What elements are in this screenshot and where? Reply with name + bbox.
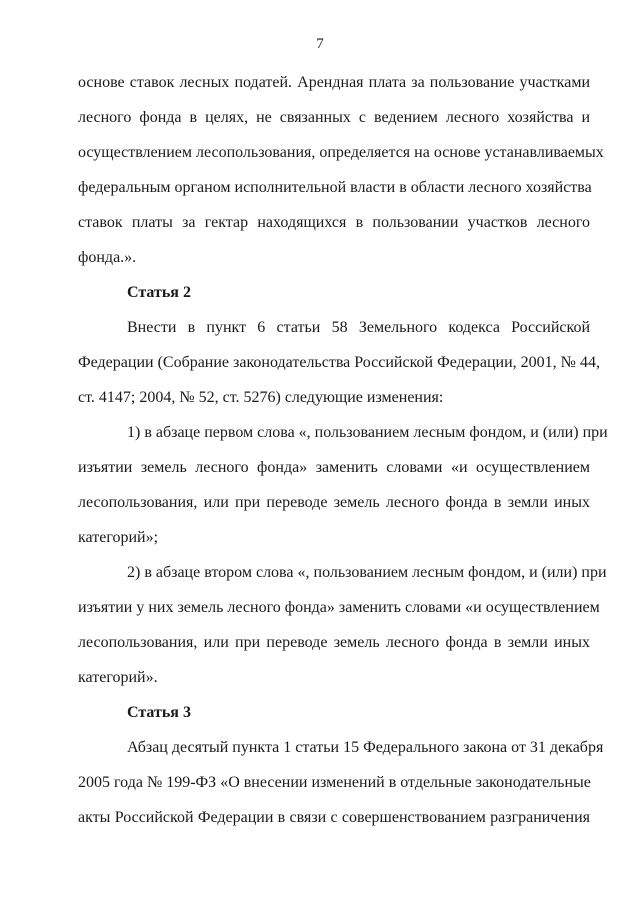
text-line: категорий»; [78, 529, 159, 546]
text-line: изъятии земель лесного фонда» заменить словами «и осуществлением [78, 459, 590, 476]
text-line: Абзац десятый пункта 1 статьи 15 Федерального закона от 31 декабря [127, 739, 604, 756]
text-line: ст. 4147; 2004, № 52, ст. 5276) следующие изменения: [78, 389, 444, 406]
text-line: изъятии у них земель лесного фонда» заменить словами «и осуществлением [78, 599, 600, 616]
text-line: акты Российской Федерации в связи с совершенствованием разграничения [78, 809, 590, 826]
text-line: Внести в пункт 6 статьи 58 Земельного кодекса Российской [127, 319, 590, 336]
text-line: лесопользования, или при переводе земель лесного фонда в земли иных [78, 634, 590, 651]
text-line: основе ставок лесных податей. Арендная плата за пользование участками [78, 74, 590, 91]
text-line: ставок платы за гектар находящихся в пользовании участков лесного [78, 214, 590, 231]
text-line: 1) в абзаце первом слова «, пользованием лесным фондом, и (или) при [127, 424, 608, 441]
text-line: Федерации (Собрание законодательства Российской Федерации, 2001, № 44, [78, 354, 600, 371]
text-line: федеральным органом исполнительной власти в области лесного хозяйства [78, 179, 592, 196]
article-heading: Статья 2 [127, 284, 191, 301]
text-line: категорий». [78, 669, 158, 686]
text-line: лесопользования, или при переводе земель лесного фонда в земли иных [78, 494, 590, 511]
article-heading: Статья 3 [127, 704, 191, 721]
text-line: лесного фонда в целях, не связанных с ведением лесного хозяйства и [78, 109, 590, 126]
text-line: 2) в абзаце втором слова «, пользованием лесным фондом, и (или) при [127, 564, 607, 581]
text-line: 2005 года № 199-ФЗ «О внесении изменений в отдельные законодательные [78, 774, 591, 791]
page-number: 7 [316, 36, 324, 52]
text-line: фонда.». [78, 249, 137, 266]
text-line: осуществлением лесопользования, определяется на основе устанавливаемых [78, 144, 604, 161]
